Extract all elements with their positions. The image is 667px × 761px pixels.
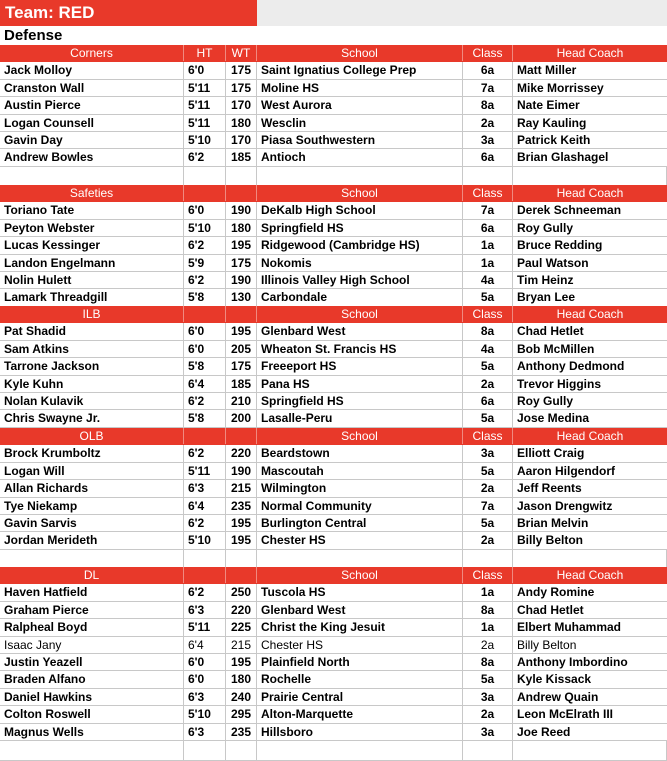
header-cell-name[interactable]: OLB	[0, 428, 184, 444]
cell-name[interactable]: Peyton Webster	[0, 220, 184, 236]
cell-name[interactable]: Pat Shadid	[0, 323, 184, 339]
cell-coach[interactable]: Bob McMillen	[517, 341, 595, 356]
cell-school[interactable]: Wesclin	[257, 115, 463, 131]
cell-class[interactable]: 2a	[463, 532, 513, 548]
cell-weight[interactable]: 195	[226, 237, 257, 253]
cell-weight[interactable]: 180	[226, 115, 257, 131]
cell-class[interactable]: 5a	[463, 358, 513, 374]
cell-weight[interactable]: 175	[226, 255, 257, 271]
cell-coach[interactable]: Patrick Keith	[517, 133, 591, 147]
header-cell-weight[interactable]	[226, 567, 257, 583]
header-cell-weight[interactable]	[226, 185, 257, 201]
cell-name[interactable]: Gavin Day	[0, 132, 184, 148]
cell-coach[interactable]: Brian Glashagel	[517, 150, 609, 165]
cell-school[interactable]: Pana HS	[257, 376, 463, 392]
group-header-row	[0, 428, 667, 445]
cell-height[interactable]: 6'3	[184, 480, 226, 496]
cell-coach[interactable]: Jeff Reents	[517, 481, 582, 496]
table-row	[0, 80, 667, 97]
blank-cell[interactable]	[0, 741, 184, 760]
table-row	[0, 498, 667, 515]
cell-name[interactable]: Brock Krumboltz	[0, 445, 184, 461]
cell-weight[interactable]: 240	[226, 689, 257, 705]
cell-height[interactable]: 5'8	[184, 358, 226, 374]
cell-coach[interactable]: Leon McElrath III	[517, 707, 614, 722]
cell-school[interactable]: DeKalb High School	[257, 202, 463, 218]
cell-coach[interactable]: Ray Kauling	[517, 115, 587, 130]
cell-height[interactable]: 6'3	[184, 724, 226, 740]
table-row	[0, 323, 667, 340]
cell-coach[interactable]: Paul Watson	[517, 255, 589, 270]
group-header-row	[0, 306, 667, 323]
cell-coach[interactable]: Andy Romine	[517, 585, 595, 600]
cell-name[interactable]: Magnus Wells	[0, 724, 184, 740]
cell-height[interactable]: 5'10	[184, 706, 226, 722]
table-row	[0, 654, 667, 671]
cell-class[interactable]: 2a	[463, 637, 513, 653]
cell-height[interactable]: 6'0	[184, 202, 226, 218]
header-cell-name[interactable]: DL	[0, 567, 184, 583]
header-cell-school[interactable]: School	[257, 185, 463, 201]
cell-class[interactable]: 8a	[463, 654, 513, 670]
table-row	[0, 706, 667, 723]
header-cell-height[interactable]: HT	[184, 45, 226, 61]
header-cell-weight[interactable]: WT	[226, 45, 257, 61]
cell-name[interactable]: Haven Hatfield	[0, 584, 184, 600]
cell-weight[interactable]: 195	[226, 532, 257, 548]
cell-school[interactable]: Tuscola HS	[257, 584, 463, 600]
cell-height[interactable]: 6'4	[184, 637, 226, 653]
cell-coach[interactable]: Tim Heinz	[517, 273, 574, 287]
cell-weight[interactable]: 190	[226, 202, 257, 218]
cell-class[interactable]: 5a	[463, 289, 513, 305]
cell-height[interactable]: 5'10	[184, 132, 226, 148]
cell-name[interactable]: Justin Yeazell	[0, 654, 184, 670]
table-row	[0, 445, 667, 462]
cell-height[interactable]: 6'2	[184, 149, 226, 165]
cell-class[interactable]: 3a	[463, 689, 513, 705]
header-cell-coach[interactable]: Head Coach	[556, 46, 624, 60]
table-row	[0, 463, 667, 480]
cell-coach[interactable]: Elbert Muhammad	[517, 620, 622, 635]
cell-height[interactable]: 6'2	[184, 445, 226, 461]
cell-name[interactable]: Isaac Jany	[0, 637, 184, 653]
cell-school[interactable]: West Aurora	[257, 97, 463, 113]
cell-coach[interactable]: Derek Schneeman	[517, 203, 622, 218]
table-row	[0, 515, 667, 532]
cell-class[interactable]: 2a	[463, 376, 513, 392]
cell-weight[interactable]: 205	[226, 341, 257, 357]
cell-name[interactable]: Cranston Wall	[0, 80, 184, 96]
cell-coach[interactable]: Andrew Quain	[517, 689, 599, 704]
cell-coach[interactable]: Jason Drengwitz	[517, 498, 613, 513]
section-title[interactable]: Defense	[4, 27, 63, 44]
cell-school[interactable]: Burlington Central	[257, 515, 463, 531]
cell-school[interactable]: Plainfield North	[257, 654, 463, 670]
cell-name[interactable]: Tye Niekamp	[0, 498, 184, 514]
cell-name[interactable]: Logan Will	[0, 463, 184, 479]
header-cell-name[interactable]: Corners	[0, 45, 184, 61]
cell-class[interactable]: 5a	[463, 410, 513, 426]
cell-height[interactable]: 5'11	[184, 97, 226, 113]
cell-weight[interactable]: 295	[226, 706, 257, 722]
cell-name[interactable]: Jordan Merideth	[0, 532, 184, 548]
table-row	[0, 480, 667, 497]
cell-weight[interactable]: 190	[226, 463, 257, 479]
header-cell-name[interactable]: ILB	[0, 306, 184, 322]
table-row	[0, 724, 667, 741]
table-row	[0, 115, 667, 132]
cell-class[interactable]: 6a	[463, 393, 513, 409]
cell-height[interactable]: 6'3	[184, 602, 226, 618]
cell-school[interactable]: Springfield HS	[257, 393, 463, 409]
cell-name[interactable]: Gavin Sarvis	[0, 515, 184, 531]
cell-height[interactable]: 5'11	[184, 619, 226, 635]
cell-weight[interactable]: 195	[226, 654, 257, 670]
header-cell-school[interactable]: School	[257, 45, 463, 61]
cell-coach[interactable]: Jose Medina	[517, 411, 590, 426]
header-cell-name[interactable]: Safeties	[0, 185, 184, 201]
cell-weight[interactable]: 180	[226, 220, 257, 236]
header-cell-school[interactable]: School	[257, 567, 463, 583]
header-cell-height[interactable]	[184, 567, 226, 583]
table-row	[0, 671, 667, 688]
table-row	[0, 358, 667, 375]
cell-class[interactable]: 2a	[463, 115, 513, 131]
header-cell-class[interactable]: Class	[463, 428, 513, 444]
cell-class[interactable]: 5a	[463, 671, 513, 687]
cell-class[interactable]: 4a	[463, 272, 513, 288]
cell-weight[interactable]: 175	[226, 80, 257, 96]
cell-coach[interactable]: Bruce Redding	[517, 238, 603, 253]
cell-height[interactable]: 5'11	[184, 463, 226, 479]
header-cell-weight[interactable]	[226, 306, 257, 322]
cell-height[interactable]: 5'11	[184, 80, 226, 96]
blank-cell[interactable]	[463, 741, 513, 760]
cell-height[interactable]: 5'9	[184, 255, 226, 271]
cell-name[interactable]: Kyle Kuhn	[0, 376, 184, 392]
cell-school[interactable]: Springfield HS	[257, 220, 463, 236]
cell-name[interactable]: Nolan Kulavik	[0, 393, 184, 409]
team-title[interactable]: Team: RED	[0, 0, 257, 26]
cell-height[interactable]: 5'11	[184, 115, 226, 131]
cell-coach[interactable]: Matt Miller	[517, 63, 577, 78]
cell-name[interactable]: Toriano Tate	[0, 202, 184, 218]
cell-weight[interactable]: 235	[226, 498, 257, 514]
cell-class[interactable]: 6a	[463, 149, 513, 165]
cell-weight[interactable]: 220	[226, 445, 257, 461]
cell-weight[interactable]: 215	[226, 637, 257, 653]
cell-class[interactable]: 5a	[463, 463, 513, 479]
cell-school[interactable]: Antioch	[257, 149, 463, 165]
cell-class[interactable]: 5a	[463, 515, 513, 531]
cell-coach[interactable]: Nate Eimer	[517, 98, 580, 113]
cell-name[interactable]: Logan Counsell	[0, 115, 184, 131]
cell-height[interactable]: 6'3	[184, 689, 226, 705]
cell-weight[interactable]: 130	[226, 289, 257, 305]
cell-weight[interactable]: 170	[226, 132, 257, 148]
cell-class[interactable]: 4a	[463, 341, 513, 357]
cell-weight[interactable]: 210	[226, 393, 257, 409]
table-row	[0, 289, 667, 306]
cell-coach[interactable]: Anthony Dedmond	[517, 359, 625, 374]
table-row	[0, 619, 667, 636]
cell-school[interactable]: Freeeport HS	[257, 358, 463, 374]
cell-coach[interactable]: Roy Gully	[517, 394, 574, 408]
cell-school[interactable]: Carbondale	[257, 289, 463, 305]
cell-school[interactable]: Normal Community	[257, 498, 463, 514]
table-row	[0, 220, 667, 237]
table-row	[0, 202, 667, 219]
cell-name[interactable]: Daniel Hawkins	[0, 689, 184, 705]
cell-weight[interactable]: 220	[226, 602, 257, 618]
cell-coach[interactable]: Billy Belton	[517, 533, 584, 548]
cell-coach[interactable]: Trevor Higgins	[517, 376, 602, 391]
cell-class[interactable]: 3a	[463, 132, 513, 148]
cell-coach[interactable]: Elliott Craig	[517, 446, 585, 461]
cell-class[interactable]: 1a	[463, 255, 513, 271]
table-row	[0, 272, 667, 289]
blank-cell[interactable]	[184, 741, 226, 760]
cell-coach[interactable]: Roy Gully	[517, 220, 574, 235]
cell-height[interactable]: 6'4	[184, 498, 226, 514]
cell-school[interactable]: Christ the King Jesuit	[257, 619, 463, 635]
cell-name[interactable]: Jack Molloy	[0, 62, 184, 78]
cell-weight[interactable]: 185	[226, 376, 257, 392]
cell-class[interactable]: 6a	[463, 220, 513, 236]
cell-weight[interactable]: 190	[226, 272, 257, 288]
cell-height[interactable]: 5'8	[184, 289, 226, 305]
cell-class[interactable]: 1a	[463, 584, 513, 600]
header-cell-coach[interactable]: Head Coach	[556, 186, 624, 200]
cell-weight[interactable]: 185	[226, 149, 257, 165]
cell-coach[interactable]: Brian Melvin	[517, 516, 589, 530]
blank-cell[interactable]	[513, 741, 667, 760]
cell-name[interactable]: Ralpheal Boyd	[0, 619, 184, 635]
cell-class[interactable]: 7a	[463, 202, 513, 218]
cell-height[interactable]: 6'0	[184, 323, 226, 339]
cell-weight[interactable]: 180	[226, 671, 257, 687]
cell-weight[interactable]: 175	[226, 62, 257, 78]
cell-coach[interactable]: Mike Morrissey	[517, 80, 604, 95]
cell-weight[interactable]: 215	[226, 480, 257, 496]
cell-school[interactable]: Glenbard West	[257, 602, 463, 618]
group-header-row	[0, 185, 667, 202]
cell-height[interactable]: 6'0	[184, 654, 226, 670]
cell-coach[interactable]: Kyle Kissack	[517, 672, 592, 687]
cell-class[interactable]: 7a	[463, 498, 513, 514]
cell-height[interactable]: 6'0	[184, 62, 226, 78]
table-row	[0, 637, 667, 654]
header-cell-school[interactable]: School	[257, 306, 463, 322]
cell-height[interactable]: 6'2	[184, 393, 226, 409]
header-cell-class[interactable]: Class	[463, 567, 513, 583]
cell-class[interactable]: 2a	[463, 706, 513, 722]
table-row	[0, 97, 667, 114]
cell-school[interactable]: Lasalle-Peru	[257, 410, 463, 426]
table-row	[0, 393, 667, 410]
table-row	[0, 255, 667, 272]
cell-school[interactable]: Chester HS	[257, 532, 463, 548]
table-row	[0, 584, 667, 601]
cell-class[interactable]: 3a	[463, 445, 513, 461]
cell-weight[interactable]: 225	[226, 619, 257, 635]
header-cell-class[interactable]: Class	[463, 45, 513, 61]
header-cell-coach[interactable]: Head Coach	[556, 568, 624, 582]
cell-class[interactable]: 1a	[463, 237, 513, 253]
cell-coach[interactable]: Billy Belton	[517, 637, 577, 652]
cell-school[interactable]: Wilmington	[257, 480, 463, 496]
cell-name[interactable]: Tarrone Jackson	[0, 358, 184, 374]
cell-class[interactable]: 8a	[463, 97, 513, 113]
cell-name[interactable]: Austin Pierce	[0, 97, 184, 113]
cell-coach[interactable]: Aaron Hilgendorf	[517, 463, 615, 478]
cell-school[interactable]: Nokomis	[257, 255, 463, 271]
header-cell-coach[interactable]: Head Coach	[556, 429, 624, 443]
cell-school[interactable]: Mascoutah	[257, 463, 463, 479]
cell-weight[interactable]: 200	[226, 410, 257, 426]
cell-height[interactable]: 6'2	[184, 515, 226, 531]
table-row	[0, 602, 667, 619]
table-row	[0, 62, 667, 79]
cell-school[interactable]: Piasa Southwestern	[257, 132, 463, 148]
cell-weight[interactable]: 175	[226, 358, 257, 374]
cell-height[interactable]: 6'0	[184, 671, 226, 687]
cell-name[interactable]: Allan Richards	[0, 480, 184, 496]
cell-class[interactable]: 8a	[463, 602, 513, 618]
group-header-row	[0, 567, 667, 584]
cell-coach[interactable]: Bryan Lee	[517, 290, 576, 305]
cell-name[interactable]: Braden Alfano	[0, 671, 184, 687]
table-row	[0, 132, 667, 149]
cell-name[interactable]: Sam Atkins	[0, 341, 184, 357]
cell-height[interactable]: 6'4	[184, 376, 226, 392]
cell-name[interactable]: Landon Engelmann	[0, 255, 184, 271]
cell-height[interactable]: 6'2	[184, 237, 226, 253]
table-row	[0, 532, 667, 549]
cell-class[interactable]: 7a	[463, 80, 513, 96]
cell-coach[interactable]: Joe Reed	[517, 724, 571, 739]
cell-coach[interactable]: Anthony Imbordino	[517, 655, 628, 669]
cell-class[interactable]: 8a	[463, 323, 513, 339]
cell-weight[interactable]: 235	[226, 724, 257, 740]
cell-weight[interactable]: 250	[226, 584, 257, 600]
table-row	[0, 341, 667, 358]
header-cell-height[interactable]	[184, 306, 226, 322]
blank-cell[interactable]	[257, 741, 463, 760]
table-row	[0, 237, 667, 254]
table-row	[0, 689, 667, 706]
blank-cell[interactable]	[226, 741, 257, 760]
header-cell-height[interactable]	[184, 185, 226, 201]
cell-name[interactable]: Nolin Hulett	[0, 272, 184, 288]
cell-height[interactable]: 5'10	[184, 532, 226, 548]
cell-school[interactable]: Saint Ignatius College Prep	[257, 62, 463, 78]
cell-name[interactable]: Colton Roswell	[0, 706, 184, 722]
cell-school[interactable]: Beardstown	[257, 445, 463, 461]
cell-school[interactable]: Illinois Valley High School	[257, 272, 463, 288]
cell-weight[interactable]: 195	[226, 323, 257, 339]
cell-school[interactable]: Wheaton St. Francis HS	[257, 341, 463, 357]
cell-school[interactable]: Hillsboro	[257, 724, 463, 740]
cell-school[interactable]: Ridgewood (Cambridge HS)	[257, 237, 463, 253]
header-cell-class[interactable]: Class	[463, 185, 513, 201]
cell-school[interactable]: Moline HS	[257, 80, 463, 96]
cell-class[interactable]: 6a	[463, 62, 513, 78]
blank-row	[0, 741, 667, 761]
cell-name[interactable]: Andrew Bowles	[0, 149, 184, 165]
cell-height[interactable]: 6'2	[184, 272, 226, 288]
cell-height[interactable]: 5'8	[184, 410, 226, 426]
cell-class[interactable]: 3a	[463, 724, 513, 740]
header-cell-class[interactable]: Class	[463, 306, 513, 322]
cell-height[interactable]: 6'0	[184, 341, 226, 357]
cell-school[interactable]: Glenbard West	[257, 323, 463, 339]
cell-school[interactable]: Alton-Marquette	[257, 706, 463, 722]
cell-name[interactable]: Lucas Kessinger	[0, 237, 184, 253]
title-row-blank[interactable]	[257, 0, 667, 26]
cell-school[interactable]: Chester HS	[257, 637, 463, 653]
cell-height[interactable]: 5'10	[184, 220, 226, 236]
header-cell-coach[interactable]: Head Coach	[556, 307, 624, 321]
cell-school[interactable]: Prairie Central	[257, 689, 463, 705]
header-cell-weight[interactable]	[226, 428, 257, 444]
cell-height[interactable]: 6'2	[184, 584, 226, 600]
cell-weight[interactable]: 195	[226, 515, 257, 531]
table-row	[0, 410, 667, 427]
cell-school[interactable]: Rochelle	[257, 671, 463, 687]
cell-name[interactable]: Lamark Threadgill	[0, 289, 184, 305]
cell-name[interactable]: Graham Pierce	[0, 602, 184, 618]
team-title-row	[0, 0, 667, 26]
cell-class[interactable]: 1a	[463, 619, 513, 635]
cell-class[interactable]: 2a	[463, 480, 513, 496]
header-cell-height[interactable]	[184, 428, 226, 444]
table-row	[0, 149, 667, 166]
table-row	[0, 376, 667, 393]
cell-name[interactable]: Chris Swayne Jr.	[0, 410, 184, 426]
cell-weight[interactable]: 170	[226, 97, 257, 113]
cell-coach[interactable]: Chad Hetlet	[517, 602, 584, 617]
group-header-row	[0, 45, 667, 62]
header-cell-school[interactable]: School	[257, 428, 463, 444]
cell-coach[interactable]: Chad Hetlet	[517, 324, 584, 339]
